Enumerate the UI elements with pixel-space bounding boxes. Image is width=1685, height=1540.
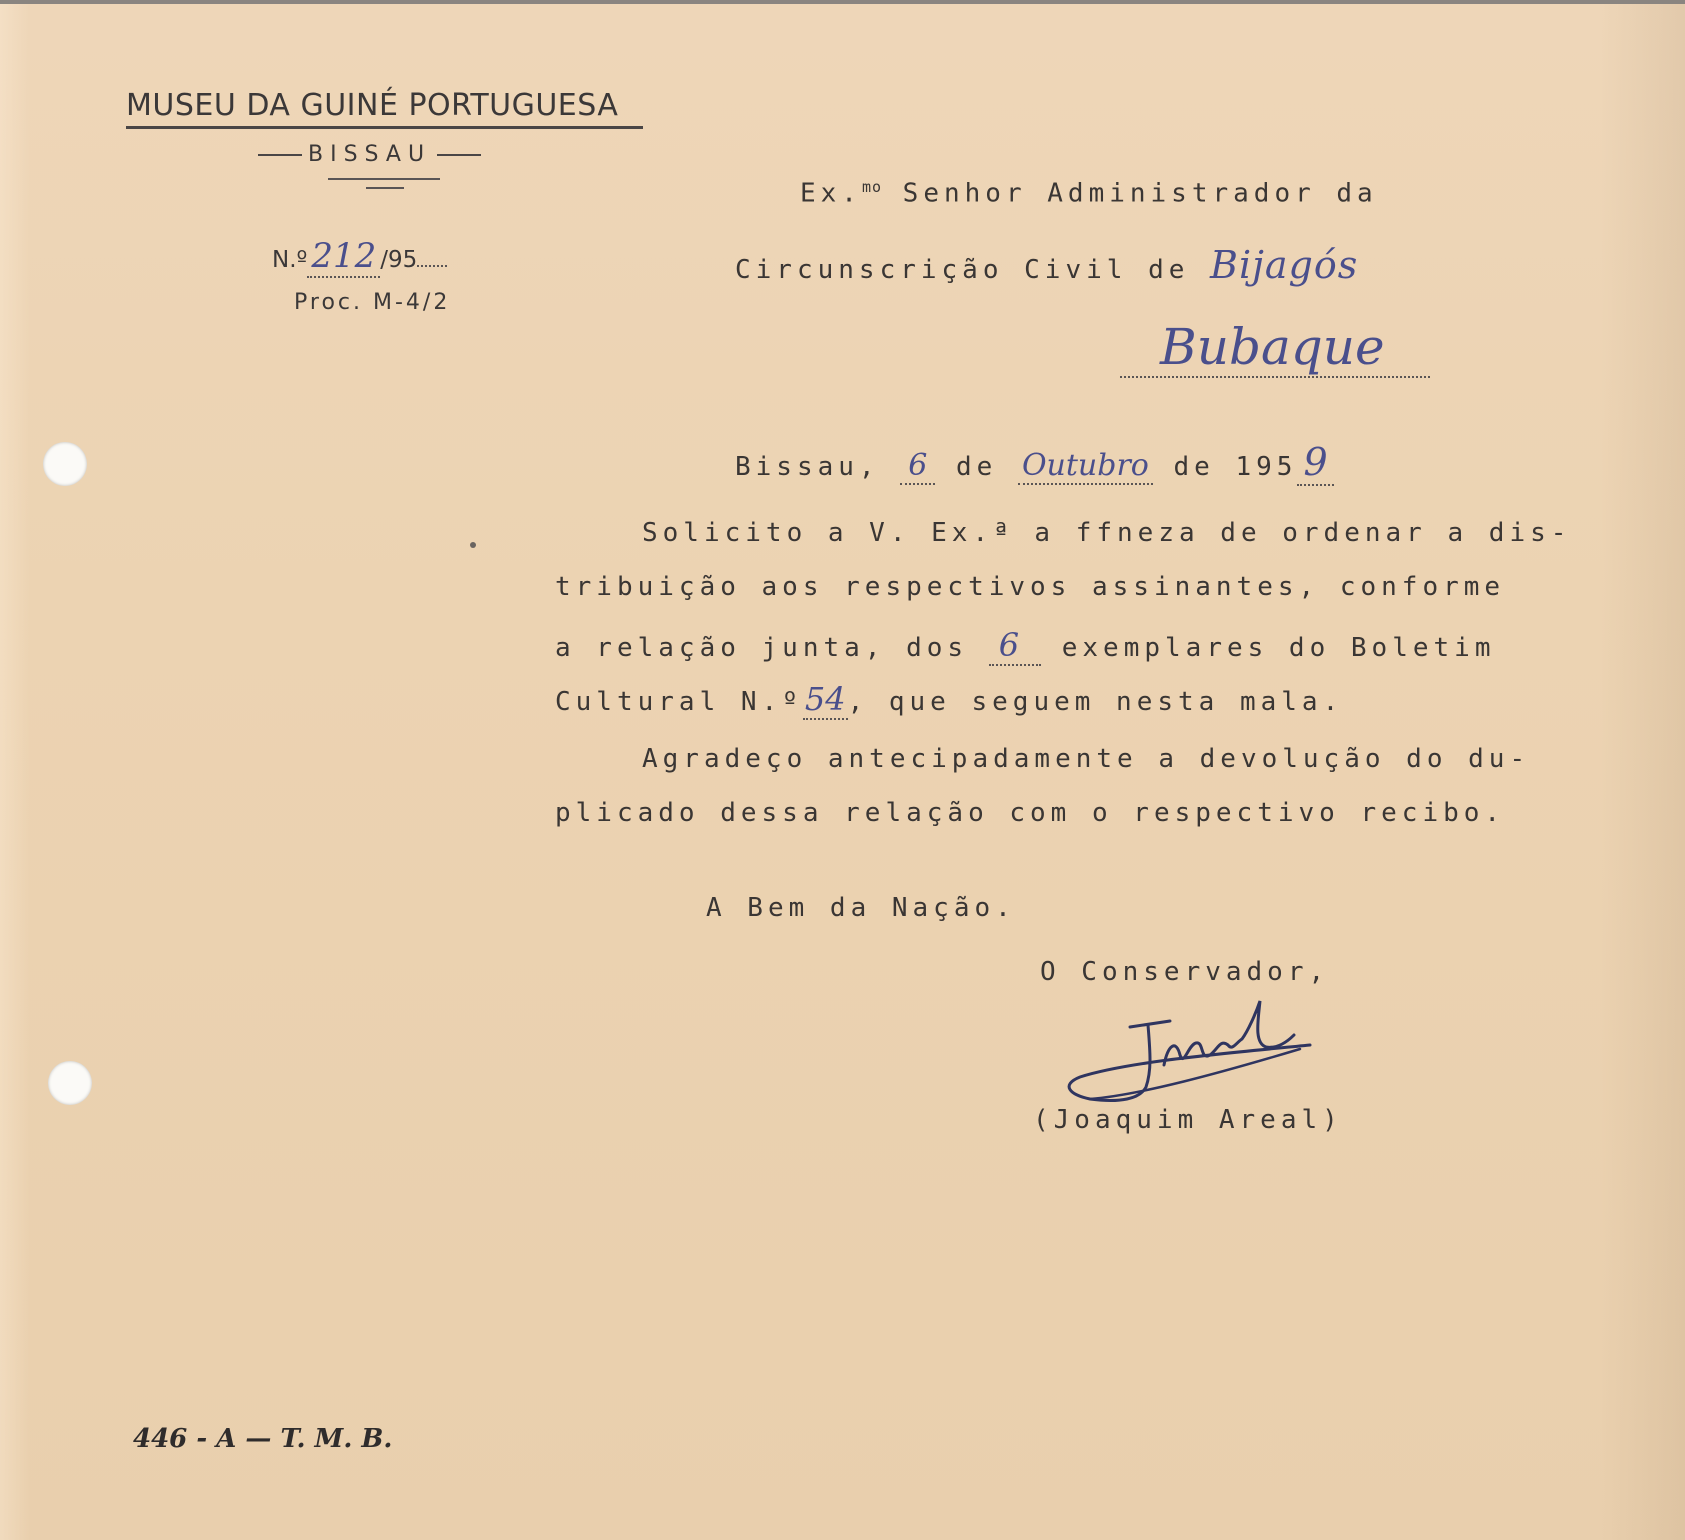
signer-role: O Conservador, [1040, 957, 1330, 987]
date-line [735, 440, 1334, 486]
addressee-title-sup: mo [861, 178, 883, 196]
ornament-rule [366, 187, 404, 189]
circunscricao-handwritten: Bijagós [1210, 243, 1359, 287]
dotted-fill [417, 265, 447, 267]
body-line: plicado dessa relação com o respectivo recibo. [555, 798, 1506, 828]
date-de: de [935, 452, 1018, 482]
addressee-title: Ex. [800, 178, 862, 209]
form-code: 446 - A — T. M. B. [133, 1424, 393, 1454]
date-place: Bissau, [735, 452, 901, 482]
issue-number-handwritten: 54 [804, 680, 846, 718]
addressee-line-3 [1120, 318, 1430, 378]
number-prefix: N.º [272, 247, 308, 273]
signer-name: (Joaquim Areal) [1033, 1105, 1343, 1135]
body-text: a relação junta, dos [555, 633, 989, 663]
addressee-line-1 [800, 178, 1378, 209]
location-handwritten: Bubaque [1120, 318, 1430, 378]
date-year-digit: 9 [1297, 440, 1333, 486]
copies-handwritten: 6 [989, 626, 1041, 666]
number-handwritten: 212 [307, 236, 380, 278]
body-text: exemplares do Boletim [1041, 633, 1496, 663]
body-line [555, 680, 1343, 720]
date-day: 6 [900, 448, 935, 485]
body-text: , que seguem nesta mala. [847, 687, 1344, 717]
city-name: BISSAU [308, 142, 432, 167]
ink-speck [470, 542, 476, 548]
date-month: Outubro [1018, 448, 1153, 485]
date-year-prefix: de 195 [1152, 452, 1298, 482]
body-line: Agradeço antecipadamente a devolução do du- [642, 744, 1531, 774]
signature [1060, 995, 1320, 1115]
addressee-title-rest: Senhor Administrador da [882, 178, 1378, 209]
reference-number [272, 236, 447, 278]
ornament-rule [328, 178, 440, 180]
body-line [555, 626, 1495, 666]
letterhead-rule [126, 126, 643, 129]
process-code: Proc. M-4/2 [294, 290, 451, 315]
dash-left [258, 154, 302, 156]
body-line: tribuição aos respectivos assinantes, conforme [555, 572, 1506, 602]
addressee-line-2 [735, 243, 1358, 287]
punch-hole [43, 442, 87, 486]
body-line: Solicito a V. Ex.ª a ffneza de ordenar a dis- [642, 518, 1572, 548]
number-suffix: /95 [380, 247, 418, 273]
punch-hole [48, 1061, 92, 1105]
circunscricao-label: Circunscrição Civil de [735, 255, 1211, 285]
top-edge [0, 0, 1685, 4]
dash-right [437, 154, 481, 156]
institution-name: MUSEU DA GUINÉ PORTUGUESA [126, 88, 619, 123]
letterhead-city [252, 142, 487, 167]
body-text: Cultural N.º [555, 687, 803, 717]
closing-formula: A Bem da Nação. [706, 893, 1016, 923]
